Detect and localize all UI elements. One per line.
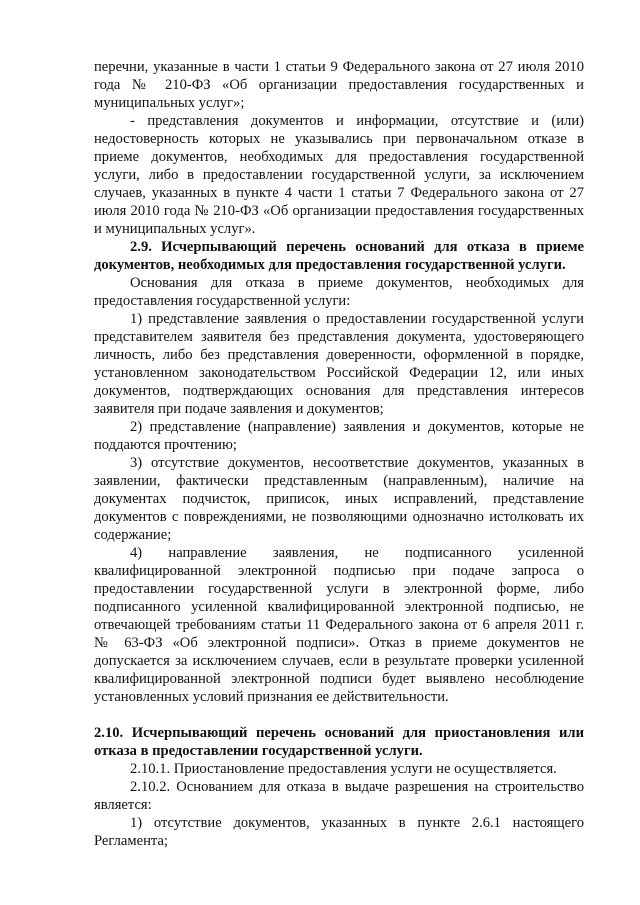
list-item-1-absence-documents: 1) отсутствие документов, указанных в пункте 2.6.1 настоящего Регламента; [94,815,584,849]
paragraph-documents-info: - представления документов и информации, отсутствие и (или) недостоверность которых не указывались при первоначальном отказе в приеме документов, необходимых для предоставления государственной услуги, либо в предоставлении государственной услуги, за исключением случаев, указанных в пункте 4 части 1 статьи 7 Федерального закона от 27 июля 2010 года № 210-ФЗ «Об организации предоставления государственных и муниципальных услуг». [94,113,584,237]
paragraph-2-10-2: 2.10.2. Основанием для отказа в выдаче разрешения на строительство является: [94,779,584,813]
list-item-3-missing-documents: 3) отсутствие документов, несоответствие документов, указанных в заявлении, фактически представленным (направленным), наличие на документах подчисток, приписок, иных исправлений, представление документов с повреждениями, не позволяющими однозначно истолковать их содержание; [94,455,584,543]
paragraph-list-continuation: перечни, указанные в части 1 статьи 9 Федерального закона от 27 июля 2010 года № 210-ФЗ «Об организации предоставления государственных и муниципальных услуг»; [94,59,584,111]
list-item-4-electronic-signature: 4) направление заявления, не подписанного усиленной квалифицированной электронной подписью при подаче запроса о предоставлении государственной услуги в электронной форме, либо подписанного усиленной квалифицированной электронной подписью, не отвечающей требованиям статьи 11 Федерального закона от 6 апреля 2011 г. № 63-ФЗ «Об электронной подписи». Отказ в приеме документов не допускается за исключением случаев, если в результате проверки усиленной квалифицированной электронной подписи будет выявлено несоблюдение установленных условий признания ее действительности. [94,545,584,705]
section-heading-2-10: 2.10. Исчерпывающий перечень оснований для приостановления или отказа в предоставлении государственной услуги. [94,725,584,759]
paragraph-refusal-grounds-intro: Основания для отказа в приеме документов, необходимых для предоставления государственной услуги: [94,275,584,309]
section-gap [94,706,584,724]
document-page [94,58,584,850]
paragraph-2-10-1: 2.10.1. Приостановление предоставления услуги не осуществляется. [130,761,557,777]
section-heading-2-9: 2.9. Исчерпывающий перечень оснований для отказа в приеме документов, необходимых для предоставления государственной услуги. [94,239,584,273]
list-item-1-representative: 1) представление заявления о предоставлении государственной услуги представителем заявителя без представления документа, удостоверяющего личность, либо без представления доверенности, оформленной в порядке, установленном законодательством Российской Федерации 12, или иных документов, подтверждающих основания для представления интересов заявителя при подаче заявления и документов; [94,311,584,417]
list-item-2-unreadable: 2) представление (направление) заявления и документов, которые не поддаются прочтению; [94,419,584,453]
